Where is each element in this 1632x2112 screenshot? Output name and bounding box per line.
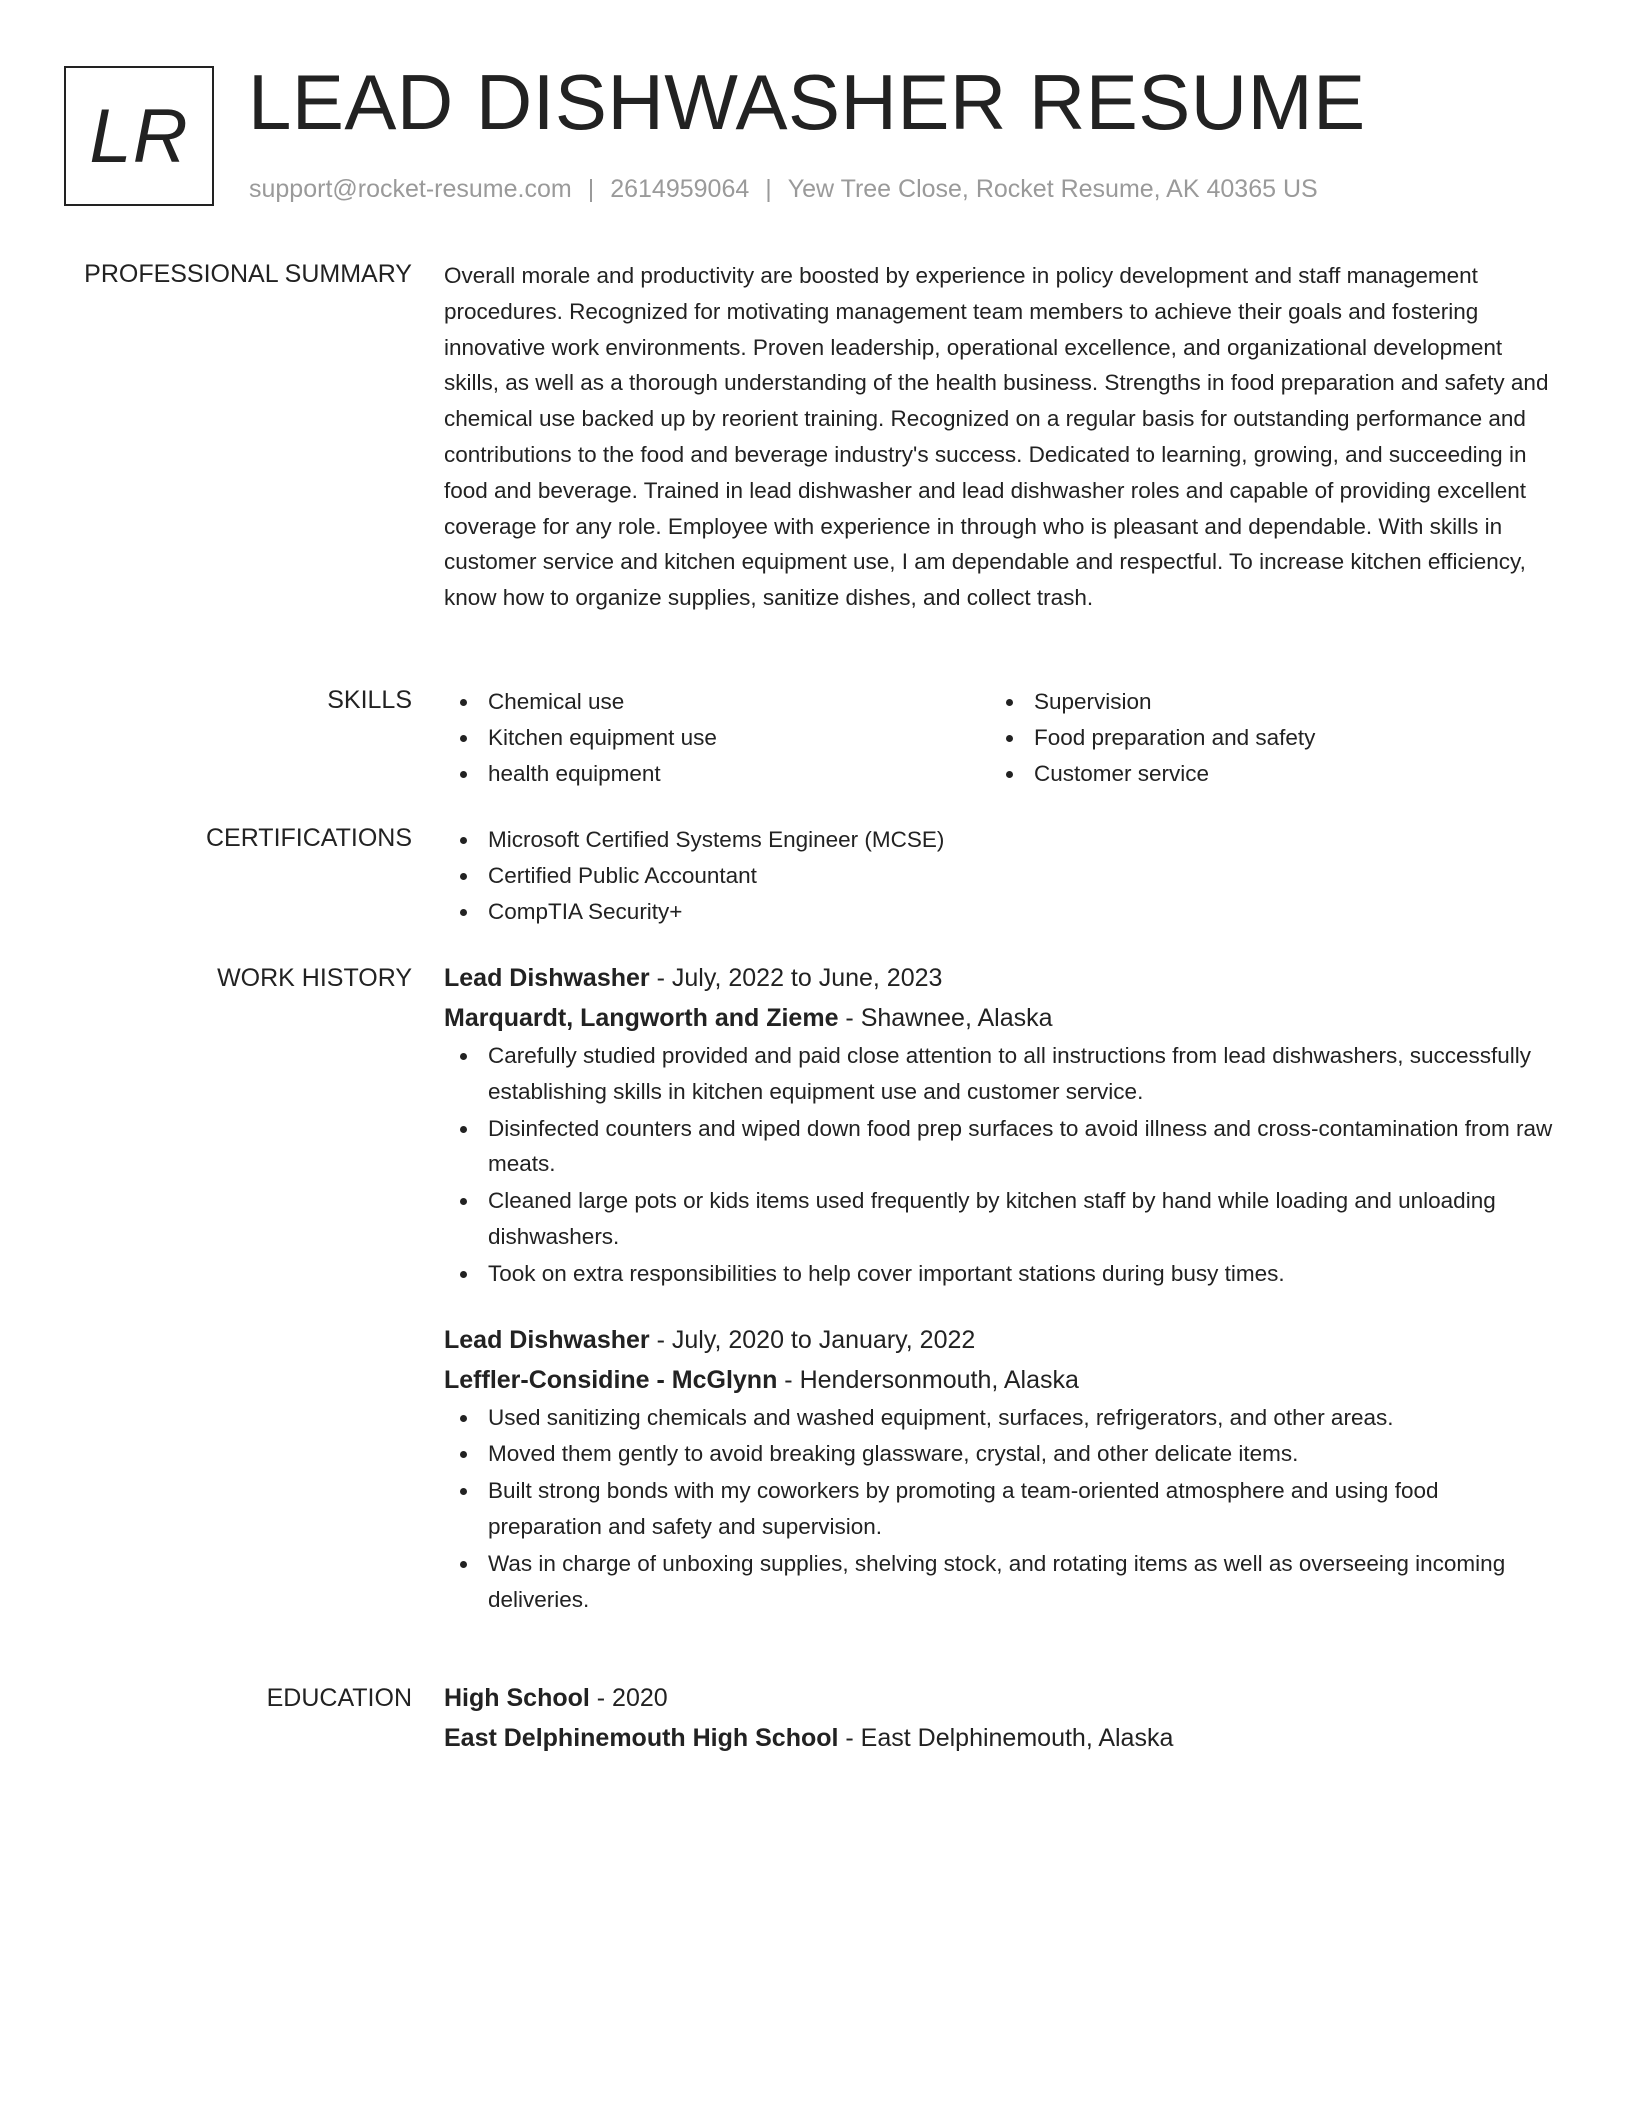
job-duties-list xyxy=(444,1038,1558,1292)
education-degree: High School xyxy=(444,1684,590,1712)
education-heading: EDUCATION xyxy=(266,1684,412,1712)
certifications-body xyxy=(444,822,1558,929)
job-dates: - July, 2022 to June, 2023 xyxy=(649,964,943,992)
skill-item: Food preparation and safety xyxy=(990,720,1536,756)
skills-list-left xyxy=(444,684,990,791)
job-title-line xyxy=(444,1320,1558,1360)
job-duty-item: Moved them gently to avoid breaking glassware, crystal, and other delicate items. xyxy=(444,1436,1558,1472)
work-history-body xyxy=(444,958,1558,1618)
summary-heading: PROFESSIONAL SUMMARY xyxy=(84,260,412,288)
job-dates: - July, 2020 to January, 2022 xyxy=(649,1325,976,1354)
monogram-box xyxy=(64,66,214,206)
skill-item: Customer service xyxy=(990,756,1536,792)
job-title: Lead Dishwasher xyxy=(444,964,650,992)
education-location: - East Delphinemouth, Alaska xyxy=(838,1724,1174,1752)
skills-body xyxy=(444,684,1558,791)
job-location: - Shawnee, Alaska xyxy=(838,1004,1053,1032)
job-duty-item: Used sanitizing chemicals and washed equipment, surfaces, refrigerators, and other areas. xyxy=(444,1400,1558,1436)
job-company: Marquardt, Langworth and Zieme xyxy=(444,1004,839,1032)
job-entry xyxy=(444,1320,1558,1618)
education-year: - 2020 xyxy=(589,1684,668,1712)
skill-item: Chemical use xyxy=(444,684,990,720)
certification-item: CompTIA Security+ xyxy=(444,894,1558,930)
job-duty-item: Cleaned large pots or kids items used frequently by kitchen staff by hand while loading and unloading dishwashers. xyxy=(444,1183,1558,1255)
job-title-line xyxy=(444,958,1558,998)
job-duty-item: Was in charge of unboxing supplies, shelving stock, and rotating items as well as overseeing incoming deliveries. xyxy=(444,1546,1558,1618)
certifications-list xyxy=(444,822,1558,929)
skill-item: Supervision xyxy=(990,684,1536,720)
job-title: Lead Dishwasher xyxy=(444,1325,650,1354)
education-degree-line xyxy=(444,1678,1558,1718)
job-duty-item: Built strong bonds with my coworkers by promoting a team-oriented atmosphere and using food preparation and safety and supervision. xyxy=(444,1473,1558,1545)
job-company: Leffler-Considine - McGlynn xyxy=(444,1365,778,1394)
skills-list-right xyxy=(990,684,1536,791)
resume-title: LEAD DISHWASHER RESUME xyxy=(248,58,1366,146)
contact-email: support@rocket-resume.com xyxy=(249,175,572,203)
skill-item: health equipment xyxy=(444,756,990,792)
certification-item: Certified Public Accountant xyxy=(444,858,1558,894)
job-company-line xyxy=(444,1360,1558,1400)
job-duty-item: Carefully studied provided and paid close attention to all instructions from lead dishwashers, successfully establishing skills in kitchen equipment use and customer service. xyxy=(444,1038,1558,1110)
education-school-line xyxy=(444,1718,1558,1758)
job-duties-list xyxy=(444,1400,1558,1618)
contact-separator: | xyxy=(587,175,595,203)
contact-address: Yew Tree Close, Rocket Resume, AK 40365 US xyxy=(787,175,1318,203)
job-location: - Hendersonmouth, Alaska xyxy=(777,1365,1079,1394)
contact-phone: 2614959064 xyxy=(610,175,750,203)
job-entry xyxy=(444,958,1558,1292)
skill-item: Kitchen equipment use xyxy=(444,720,990,756)
job-company-line xyxy=(444,998,1558,1038)
summary-text: Overall morale and productivity are boosted by experience in policy development and staff management procedures. Recognized for motivating management team members to achieve their goals and fostering innovative work environments. Proven leadership, operational excellence, and organizational development skills, as well as a thorough understanding of the health business. Strengths in food preparation and safety and chemical use backed up by reorient training. Recognized on a regular basis for outstanding performance and contributions to the food and beverage industry's success. Dedicated to learning, growing, and succeeding in food and beverage. Trained in lead dishwasher and lead dishwasher roles and capable of providing excellent coverage for any role. Employee with experience in through who is pleasant and dependable. With skills in customer service and kitchen equipment use, I am dependable and respectful. To increase kitchen efficiency, know how to organize supplies, sanitize dishes, and collect trash. xyxy=(444,263,1549,611)
certification-item: Microsoft Certified Systems Engineer (MCSE) xyxy=(444,822,1558,858)
certifications-heading: CERTIFICATIONS xyxy=(205,824,412,852)
contact-separator: | xyxy=(765,175,772,203)
work-history-heading: WORK HISTORY xyxy=(217,964,412,992)
summary-body xyxy=(444,258,1558,616)
contact-line xyxy=(249,173,1318,205)
job-duty-item: Disinfected counters and wiped down food prep surfaces to avoid illness and cross-contamination from raw meats. xyxy=(444,1111,1558,1183)
skills-heading: SKILLS xyxy=(327,686,412,714)
education-school: East Delphinemouth High School xyxy=(444,1724,839,1752)
monogram-initials: LR xyxy=(89,93,189,179)
education-body xyxy=(444,1678,1558,1758)
job-duty-item: Took on extra responsibilities to help cover important stations during busy times. xyxy=(444,1256,1558,1292)
